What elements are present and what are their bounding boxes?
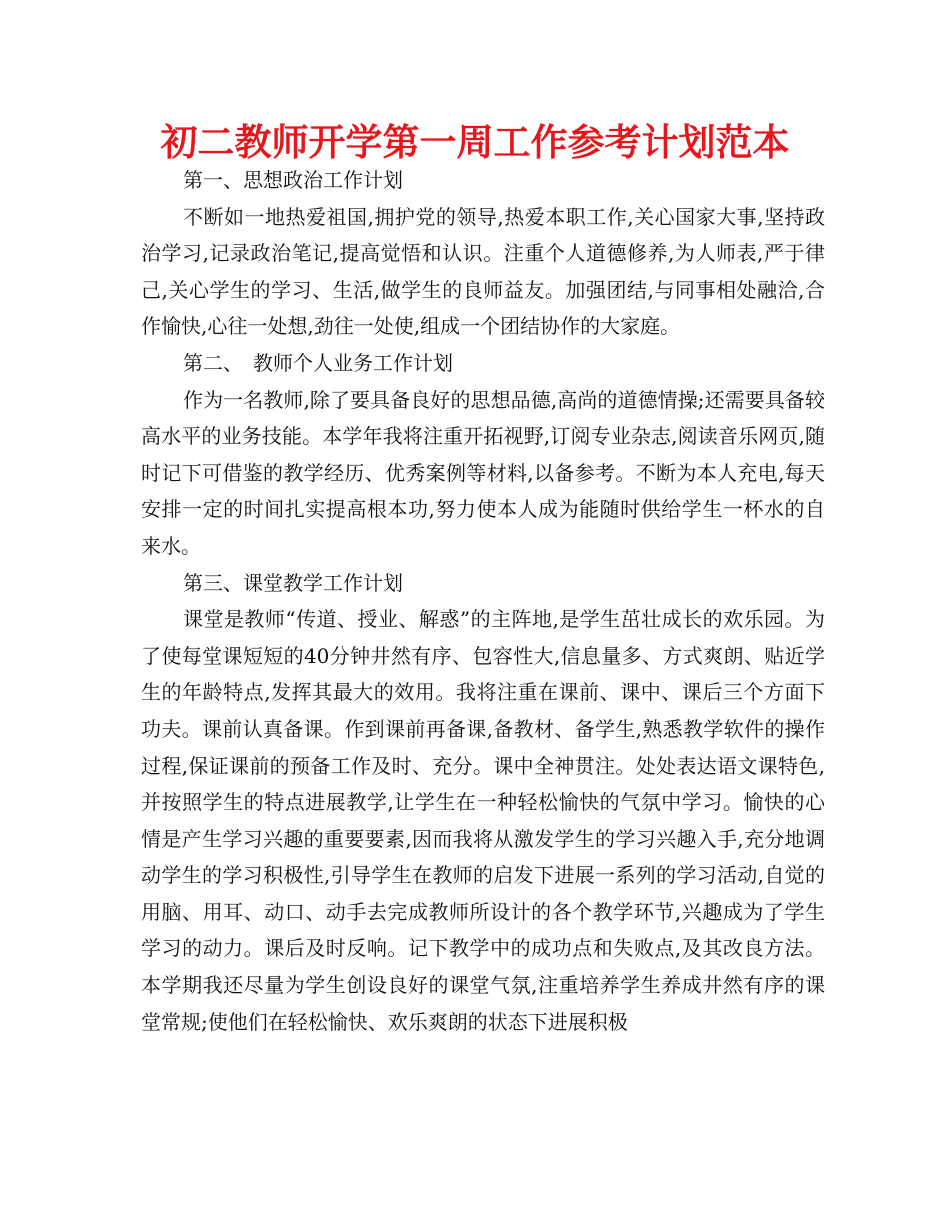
paragraph-3: 课堂是教师“传道、授业、解惑”的主阵地,是学生茁壮成长的欢乐园。为了使每堂课短短的40分钟井然有序、包容性大,信息量多、方式爽朗、贴近学生的年龄特点,发挥其最大的效用。我将注重在课前、课中、课后三个方面下功夫。课前认真备课。作到课前再备课,备教材、备学生,熟悉教学软件的操作过程,保证课前的预备工作及时、充分。课中全神贯注。处处表达语文课特色,并按照学生的特点进展教学,让学生在一种轻松愉快的气氛中学习。愉快的心情是产生学习兴趣的重要要素,因而我将从激发学生的学习兴趣入手,充分地调动学生的学习积极性,引导学生在教师的启发下进展一系列的学习活动,自觉的用脑、用耳、动口、动手去完成教师所设计的各个教学环节,兴趣成为了学生学习的动力。课后及时反响。记下教学中的成功点和失败点,及其改良方法。本学期我还尽量为学生创设良好的课堂气氛,注重培养学生养成井然有序的课堂常规;使他们在轻松愉快、欢乐爽朗的状态下进展积极 xyxy=(141,607,825,1034)
paragraph-2: 作为一名教师,除了要具备良好的思想品德,高尚的道德情操;还需要具备较高水平的业务技能。本学年我将注重开拓视野,订阅专业杂志,阅读音乐网页,随时记下可借鉴的教学经历、优秀案例等材料,以备参考。不断为本人充电,每天安排一定的时间扎实提高根本功,努力使本人成为能随时供给学生一杯水的自来水。 xyxy=(141,387,825,558)
section-heading-3: 第三、课堂教学工作计划 xyxy=(183,570,403,595)
paragraph-1: 不断如一地热爱祖国,拥护党的领导,热爱本职工作,关心国家大事,坚持政治学习,记录政治笔记,提高觉悟和认识。注重个人道德修养,为人师表,严于律己,关心学生的学习、生活,做学生的良师益友。加强团结,与同事相处融洽,合作愉快,心往一处想,劲往一处使,组成一个团结协作的大家庭。 xyxy=(141,204,825,339)
document-title: 初二教师开学第一周工作参考计划范本 xyxy=(160,121,790,164)
document-body xyxy=(141,162,825,1040)
section-heading-2: 第二、 教师个人业务工作计划 xyxy=(183,350,453,375)
section-heading-1: 第一、思想政治工作计划 xyxy=(183,168,403,192)
